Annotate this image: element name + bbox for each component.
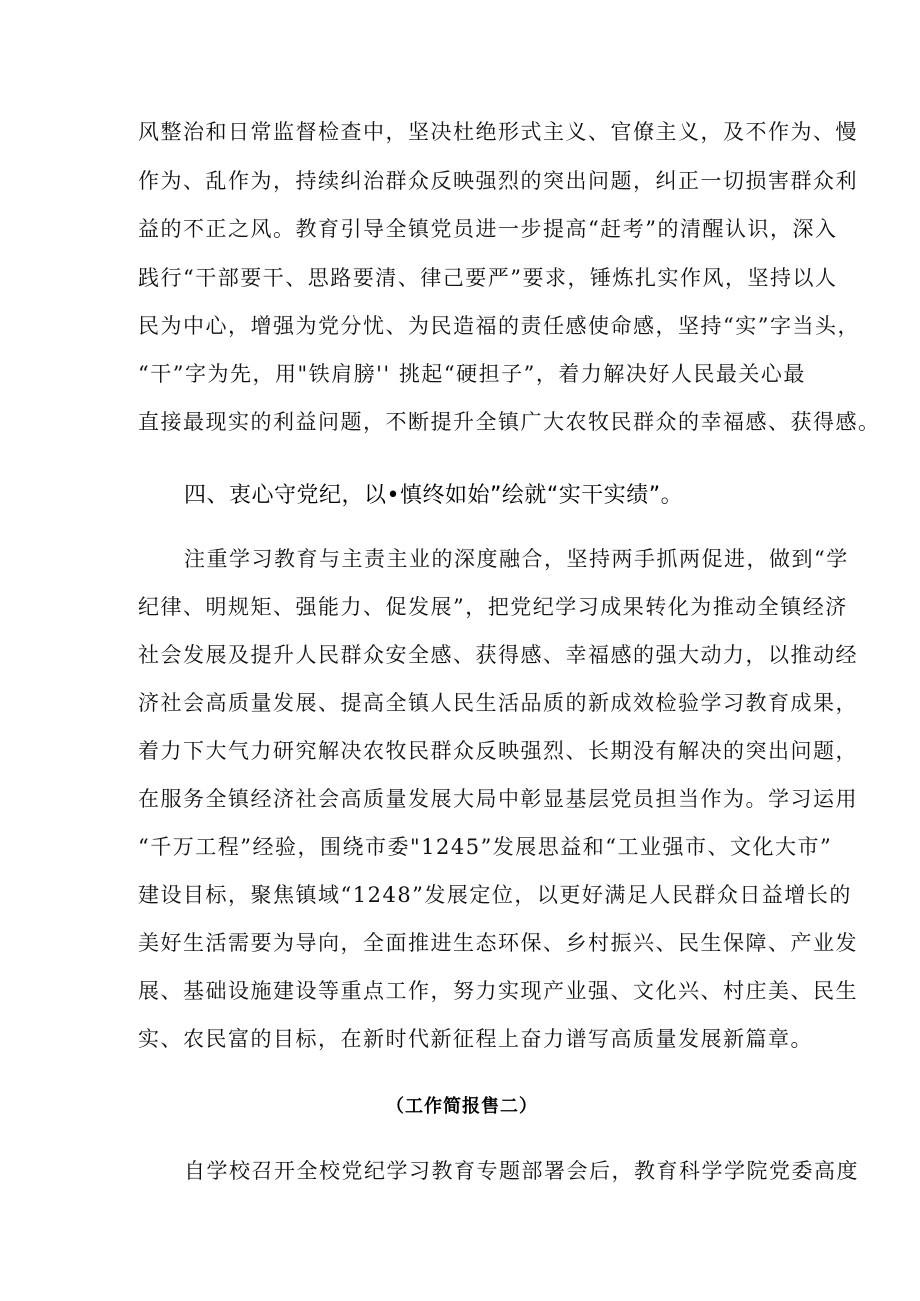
paragraph-line: 实、农民富的目标，在新时代新征程上奋力谱写高质量发展新篇章。 [138,1027,813,1051]
paragraph-line: 济社会高质量发展、提高全镇人民生活品质的新成效检验学习教育成果， [138,691,858,715]
paragraph-line: 作为、乱作为，持续纠治群众反映强烈的突出问题，纠正一切损害群众利 [138,169,858,193]
paragraph-line: 着力下大气力研究解决农牧民群众反映强烈、长期没有解决的突出问题， [138,739,858,763]
paragraph-line: 民为中心，增强为党分忧、为民造福的责任感使命感，坚持“实”字当头， [138,314,860,338]
paragraph-line: 纪律、明规矩、强能力、促发展”，把党纪学习成果转化为推动全镇经济 [138,595,848,619]
paragraph-line: “干”字为先，用"铁肩膀'' 挑起“硬担子”，着力解决好人民最关心最 [138,362,806,386]
paragraph-line: 美好生活需要为导向，全面推进生态环保、乡村振兴、民生保障、产业发 [138,931,858,955]
paragraph-line: 社会发展及提升人民群众安全感、获得感、幸福感的强大动力，以推动经 [138,643,858,667]
paragraph-line: 在服务全镇经济社会高质量发展大局中彰显基层党员担当作为。学习运用 [138,787,858,811]
paragraph-line: 益的不正之风。教育引导全镇党员进一步提高“赶考”的清醒认识，深入 [138,217,838,241]
paragraph-line: 直接最现实的利益问题，不断提升全镇广大农牧民群众的幸福感、获得感。 [138,410,881,434]
paragraph-line: 自学校召开全校党纪学习教育专题部署会后，教育科学学院党委高度 [184,1159,859,1183]
report-title: （工作简报售二） [386,1096,538,1117]
paragraph-line: 建设目标，聚焦镇域“1248”发展定位，以更好满足人民群众日益增长的 [138,883,852,907]
paragraph-line: 注重学习教育与主责主业的深度融合，坚持两手抓两促进，做到“学 [184,547,849,571]
paragraph-line: “千万工程”经验，围绕市委"1245”发展思益和“工业强市、文化大市” [138,835,833,859]
paragraph-line: 风整治和日常监督检查中，坚决杜绝形式主义、官僚主义，及不作为、慢 [138,120,858,144]
section-heading: 四、衷心守党纪，以•慎终如始”绘就“实干实绩”。 [184,483,684,508]
paragraph-line: 践行“干部要干、思路要清、律己要严”要求，锤炼扎实作风，坚持以人 [138,266,838,290]
paragraph-line: 展、基础设施建设等重点工作，努力实现产业强、文化兴、村庄美、民生 [138,979,858,1003]
